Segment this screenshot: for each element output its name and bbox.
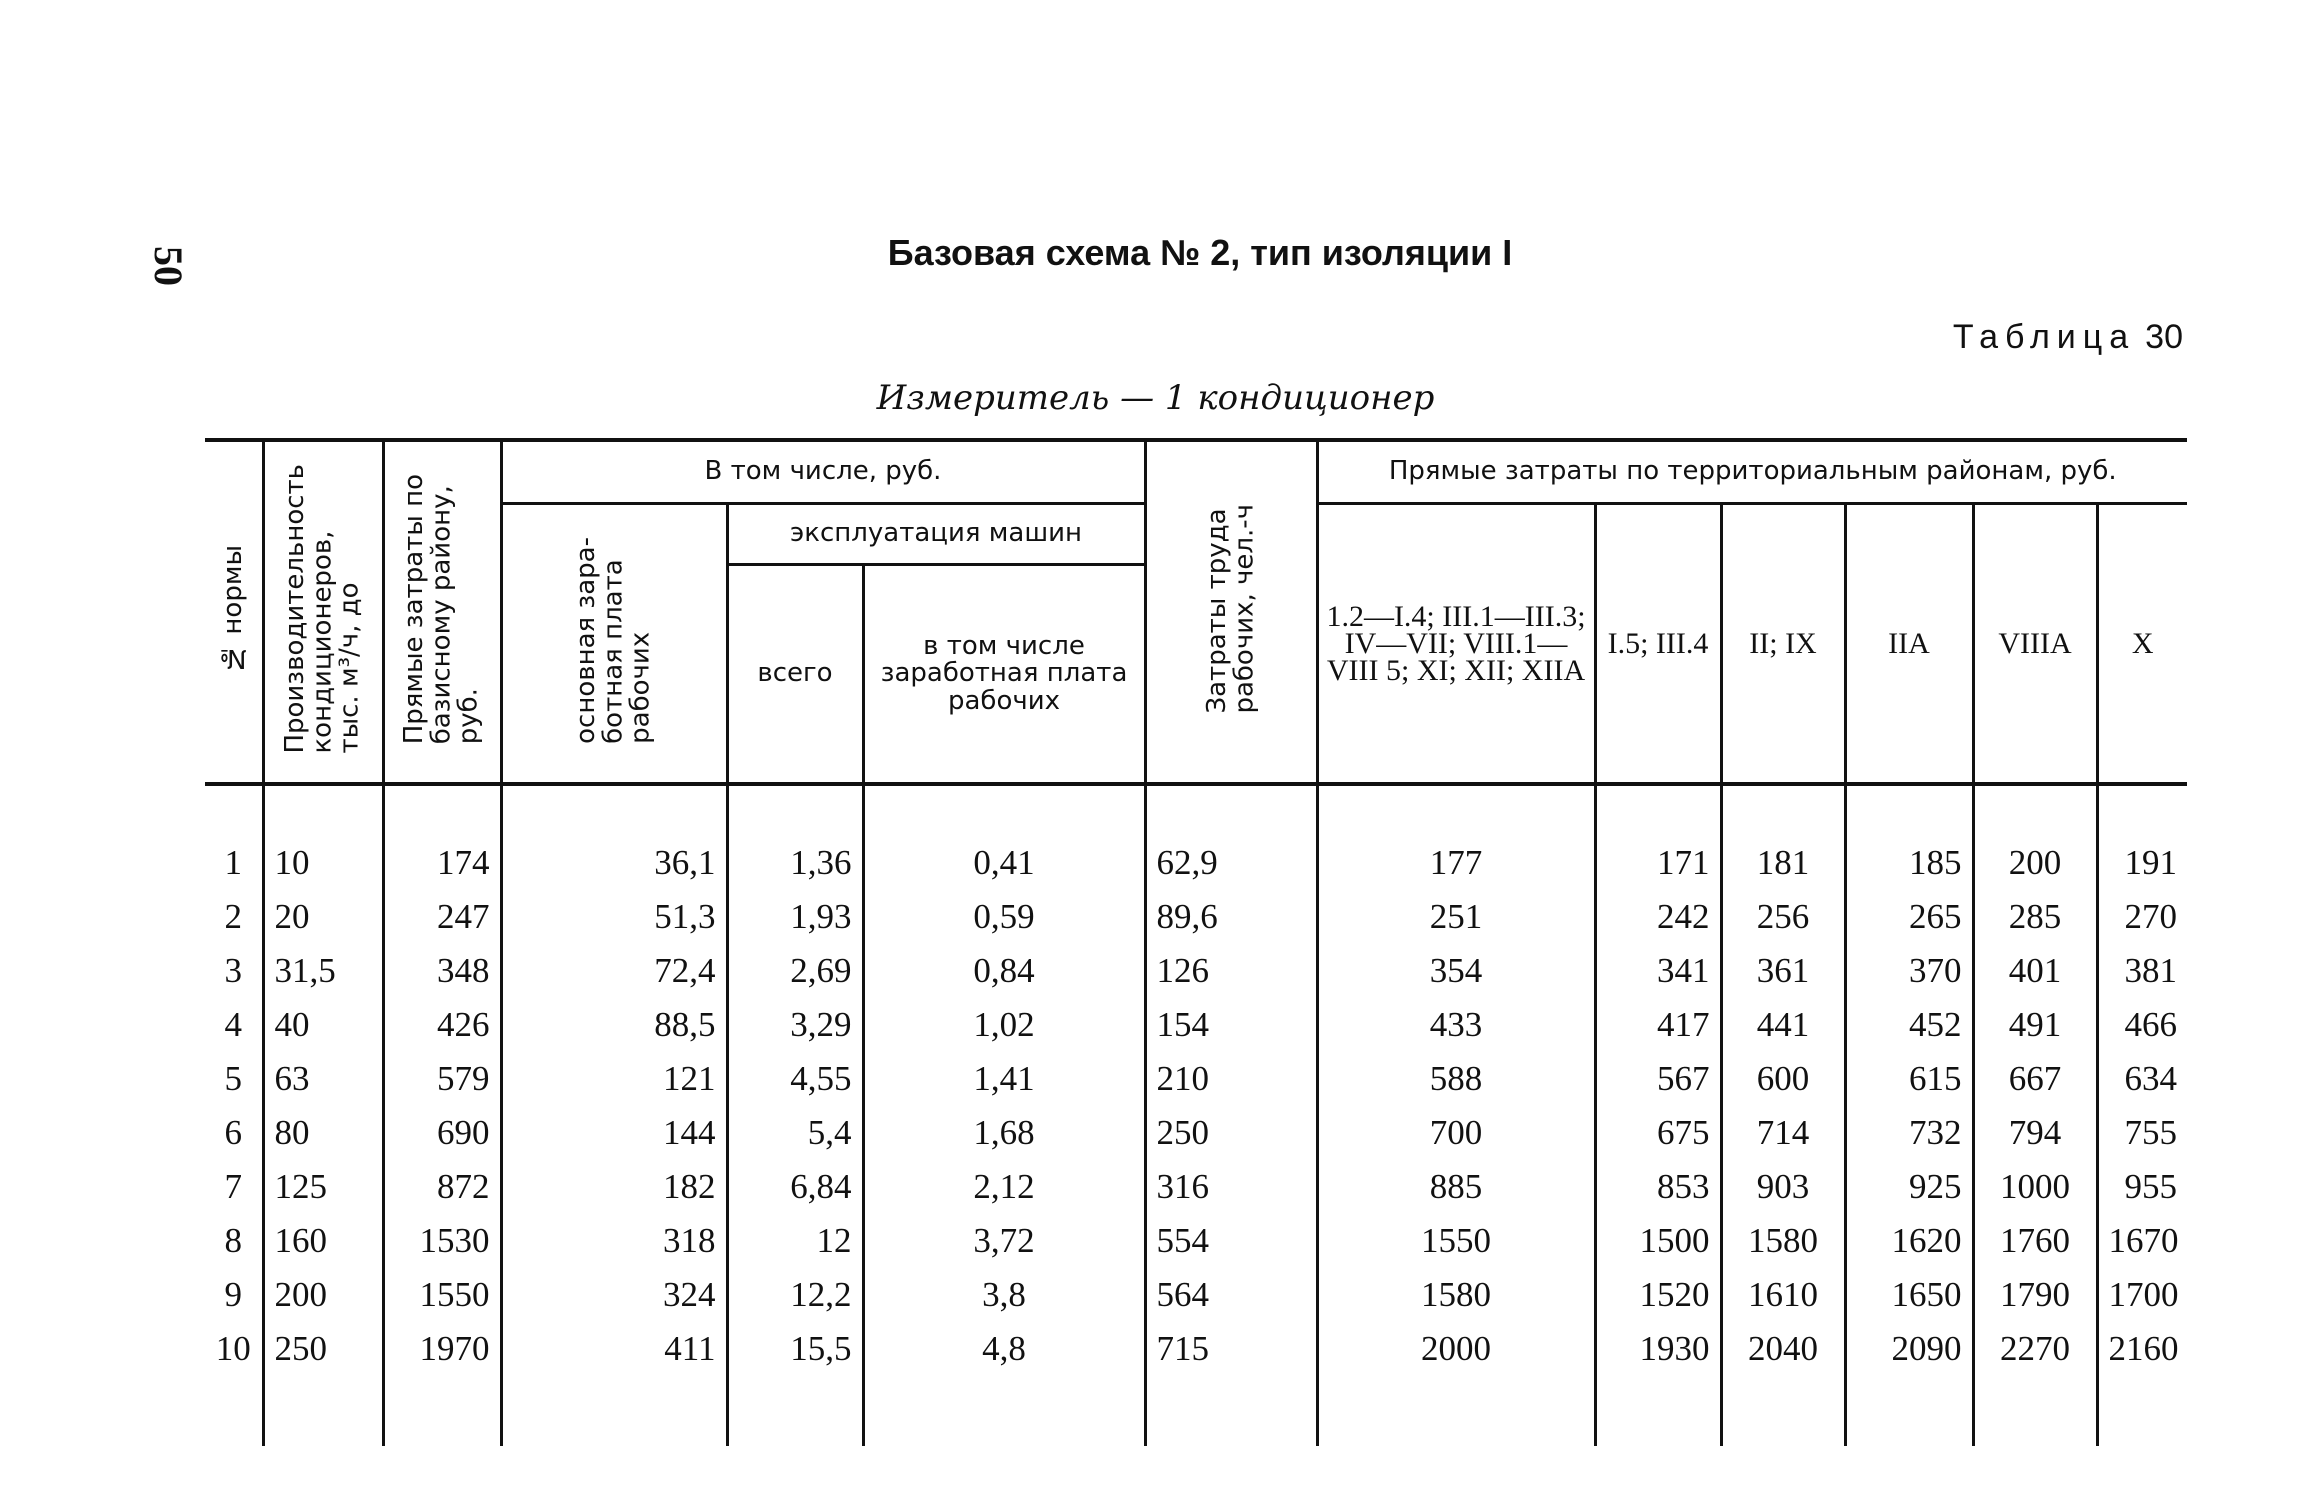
table-cell: 361 [1721, 944, 1845, 998]
table-cell: 1,93 [727, 890, 863, 944]
table-cell: 318 [501, 1214, 727, 1268]
table-cell: 1930 [1595, 1322, 1721, 1376]
table-spacer-cell [1145, 1376, 1317, 1446]
table-cell: 265 [1845, 890, 1973, 944]
table-cell: 755 [2097, 1106, 2187, 1160]
table-cell: 80 [263, 1106, 383, 1160]
table-spacer-cell [727, 784, 863, 836]
table-spacer-cell [1845, 1376, 1973, 1446]
table-spacer-cell [501, 784, 727, 836]
table-cell: 51,3 [501, 890, 727, 944]
table-cell: 441 [1721, 998, 1845, 1052]
table-cell: 354 [1317, 944, 1595, 998]
table-cell: 88,5 [501, 998, 727, 1052]
table-cell: 3,8 [863, 1268, 1145, 1322]
table-cell: 466 [2097, 998, 2187, 1052]
table-spacer-row [205, 1376, 2187, 1446]
table-row [205, 890, 2187, 944]
table-cell: 4,55 [727, 1052, 863, 1106]
table-cell: 2040 [1721, 1322, 1845, 1376]
table-cell: 690 [383, 1106, 501, 1160]
table-row [205, 944, 2187, 998]
table-cell: 1700 [2097, 1268, 2187, 1322]
table-cell: 579 [383, 1052, 501, 1106]
table-cell: 144 [501, 1106, 727, 1160]
header-region-1: 1.2—I.4; III.1—III.3; IV—VII; VIII.1—VIII 5; XI; XII; XIIA [1317, 504, 1595, 785]
header-capacity: Производительность кондиционеров, тыс. м³/ч, до [263, 440, 383, 784]
table-label [1953, 318, 2183, 357]
table-spacer-cell [1145, 784, 1317, 836]
table-spacer-cell [1721, 1376, 1845, 1446]
table-cell: 1 [205, 836, 263, 890]
table-cell: 634 [2097, 1052, 2187, 1106]
header-machine-total: всего [727, 565, 863, 785]
table-cell: 174 [383, 836, 501, 890]
table-cell: 667 [1973, 1052, 2097, 1106]
table-spacer-row [205, 784, 2187, 836]
page-number: 50 [146, 246, 191, 286]
table-cell: 1670 [2097, 1214, 2187, 1268]
table-cell: 564 [1145, 1268, 1317, 1322]
table-cell: 12,2 [727, 1268, 863, 1322]
table-cell: 615 [1845, 1052, 1973, 1106]
table-cell: 2270 [1973, 1322, 2097, 1376]
header-region-6: X [2097, 504, 2187, 785]
table-spacer-cell [501, 1376, 727, 1446]
table-spacer-cell [863, 1376, 1145, 1446]
table-cell: 1,68 [863, 1106, 1145, 1160]
table-cell: 191 [2097, 836, 2187, 890]
header-including: В том числе, руб. [501, 440, 1145, 504]
table-cell: 732 [1845, 1106, 1973, 1160]
header-labor: Затраты труда рабочих, чел.-ч [1145, 440, 1317, 784]
table-cell: 0,59 [863, 890, 1145, 944]
table-spacer-cell [1595, 1376, 1721, 1446]
table-cell: 700 [1317, 1106, 1595, 1160]
header-territorial: Прямые затраты по территориальным районам, руб. [1317, 440, 2187, 504]
table-row [205, 1052, 2187, 1106]
table-cell: 316 [1145, 1160, 1317, 1214]
table-cell: 1500 [1595, 1214, 1721, 1268]
table-cell: 171 [1595, 836, 1721, 890]
header-region-3: II; IX [1721, 504, 1845, 785]
table-cell: 3 [205, 944, 263, 998]
table-cell: 126 [1145, 944, 1317, 998]
table-spacer-cell [263, 1376, 383, 1446]
table-cell: 600 [1721, 1052, 1845, 1106]
table-cell: 4 [205, 998, 263, 1052]
table-cell: 567 [1595, 1052, 1721, 1106]
table-cell: 370 [1845, 944, 1973, 998]
table-cell: 181 [1721, 836, 1845, 890]
table-cell: 1580 [1317, 1268, 1595, 1322]
table-cell: 247 [383, 890, 501, 944]
table-cell: 955 [2097, 1160, 2187, 1214]
table-spacer-cell [383, 1376, 501, 1446]
table-cell: 715 [1145, 1322, 1317, 1376]
table-cell: 2,12 [863, 1160, 1145, 1214]
table-cell: 242 [1595, 890, 1721, 944]
table-cell: 1790 [1973, 1268, 2097, 1322]
table-cell: 31,5 [263, 944, 383, 998]
table-body [205, 784, 2187, 1446]
table-row [205, 998, 2187, 1052]
table-cell: 1530 [383, 1214, 501, 1268]
table-cell: 426 [383, 998, 501, 1052]
table-cell: 554 [1145, 1214, 1317, 1268]
table-spacer-cell [863, 784, 1145, 836]
table-cell: 341 [1595, 944, 1721, 998]
table-cell: 8 [205, 1214, 263, 1268]
table-cell: 3,72 [863, 1214, 1145, 1268]
table-cell: 433 [1317, 998, 1595, 1052]
table-cell: 2160 [2097, 1322, 2187, 1376]
table-cell: 63 [263, 1052, 383, 1106]
table-cell: 491 [1973, 998, 2097, 1052]
table-row [205, 1160, 2187, 1214]
table-spacer-cell [1317, 1376, 1595, 1446]
table-cell: 7 [205, 1160, 263, 1214]
header-region-4: IIA [1845, 504, 1973, 785]
cost-table [205, 438, 2187, 1446]
page-title: Базовая схема № 2, тип изоляции I [887, 232, 1513, 273]
table-cell: 1970 [383, 1322, 501, 1376]
header-machine-operation: эксплуатация машин [727, 504, 1145, 565]
table-cell: 452 [1845, 998, 1973, 1052]
table-cell: 256 [1721, 890, 1845, 944]
table-cell: 417 [1595, 998, 1721, 1052]
header-region-5: VIIIA [1973, 504, 2097, 785]
table-spacer-cell [263, 784, 383, 836]
table-cell: 250 [1145, 1106, 1317, 1160]
table-cell: 40 [263, 998, 383, 1052]
table-spacer-cell [1973, 1376, 2097, 1446]
table-cell: 5 [205, 1052, 263, 1106]
table-spacer-cell [1721, 784, 1845, 836]
table-cell: 1,36 [727, 836, 863, 890]
table-cell: 1580 [1721, 1214, 1845, 1268]
table-cell: 270 [2097, 890, 2187, 944]
table-cell: 925 [1845, 1160, 1973, 1214]
table-cell: 1,02 [863, 998, 1145, 1052]
table-cell: 1520 [1595, 1268, 1721, 1322]
table-spacer-cell [1845, 784, 1973, 836]
table-cell: 10 [263, 836, 383, 890]
table-row [205, 1268, 2187, 1322]
table-cell: 324 [501, 1268, 727, 1322]
table-cell: 381 [2097, 944, 2187, 998]
table-cell: 177 [1317, 836, 1595, 890]
table-cell: 3,29 [727, 998, 863, 1052]
table-row [205, 1214, 2187, 1268]
table-cell: 10 [205, 1322, 263, 1376]
table-cell: 285 [1973, 890, 2097, 944]
table-row [205, 836, 2187, 890]
table-cell: 794 [1973, 1106, 2097, 1160]
table-cell: 89,6 [1145, 890, 1317, 944]
table-cell: 62,9 [1145, 836, 1317, 890]
table-cell: 1610 [1721, 1268, 1845, 1322]
header-wages: основная зара- ботная плата рабочих [501, 504, 727, 785]
table-row [205, 1106, 2187, 1160]
table-cell: 588 [1317, 1052, 1595, 1106]
table-cell: 200 [263, 1268, 383, 1322]
table-cell: 72,4 [501, 944, 727, 998]
table-cell: 903 [1721, 1160, 1845, 1214]
table-spacer-cell [2097, 1376, 2187, 1446]
table-cell: 1000 [1973, 1160, 2097, 1214]
table-spacer-cell [205, 784, 263, 836]
table-cell: 411 [501, 1322, 727, 1376]
table-row [205, 1322, 2187, 1376]
table-cell: 6,84 [727, 1160, 863, 1214]
table-cell: 154 [1145, 998, 1317, 1052]
table-cell: 160 [263, 1214, 383, 1268]
table-cell: 200 [1973, 836, 2097, 890]
table-spacer-cell [1317, 784, 1595, 836]
table-cell: 2000 [1317, 1322, 1595, 1376]
table-cell: 1,41 [863, 1052, 1145, 1106]
table-number: 30 [2145, 318, 2183, 356]
table-cell: 20 [263, 890, 383, 944]
table-cell: 6 [205, 1106, 263, 1160]
table-cell: 250 [263, 1322, 383, 1376]
table-cell: 714 [1721, 1106, 1845, 1160]
header-machine-wages: в том числе заработная плата рабочих [863, 565, 1145, 785]
table-cell: 182 [501, 1160, 727, 1214]
table-spacer-cell [2097, 784, 2187, 836]
table-spacer-cell [205, 1376, 263, 1446]
table-cell: 348 [383, 944, 501, 998]
table-cell: 185 [1845, 836, 1973, 890]
table-cell: 210 [1145, 1052, 1317, 1106]
table-cell: 36,1 [501, 836, 727, 890]
table-label-word: Таблица [1952, 318, 2136, 356]
table-cell: 885 [1317, 1160, 1595, 1214]
table-cell: 0,41 [863, 836, 1145, 890]
table-cell: 4,8 [863, 1322, 1145, 1376]
table-cell: 5,4 [727, 1106, 863, 1160]
table-cell: 853 [1595, 1160, 1721, 1214]
header-region-2: I.5; III.4 [1595, 504, 1721, 785]
table-cell: 12 [727, 1214, 863, 1268]
table-spacer-cell [727, 1376, 863, 1446]
header-direct-costs-base: Прямые затраты по базисному району, руб. [383, 440, 501, 784]
table-cell: 1760 [1973, 1214, 2097, 1268]
table-cell: 872 [383, 1160, 501, 1214]
table-cell: 2 [205, 890, 263, 944]
header-norm-no: № нормы [205, 440, 263, 784]
table-cell: 1620 [1845, 1214, 1973, 1268]
table-cell: 2090 [1845, 1322, 1973, 1376]
table-cell: 1550 [383, 1268, 501, 1322]
table-cell: 121 [501, 1052, 727, 1106]
table-cell: 125 [263, 1160, 383, 1214]
table-spacer-cell [1973, 784, 2097, 836]
measure-unit: Измеритель — 1 кондиционер [876, 378, 1435, 418]
table-spacer-cell [383, 784, 501, 836]
table-cell: 675 [1595, 1106, 1721, 1160]
table-cell: 251 [1317, 890, 1595, 944]
table-cell: 15,5 [727, 1322, 863, 1376]
table-cell: 1550 [1317, 1214, 1595, 1268]
table-cell: 401 [1973, 944, 2097, 998]
table-spacer-cell [1595, 784, 1721, 836]
table-cell: 0,84 [863, 944, 1145, 998]
table-cell: 9 [205, 1268, 263, 1322]
table-cell: 1650 [1845, 1268, 1973, 1322]
table-cell: 2,69 [727, 944, 863, 998]
